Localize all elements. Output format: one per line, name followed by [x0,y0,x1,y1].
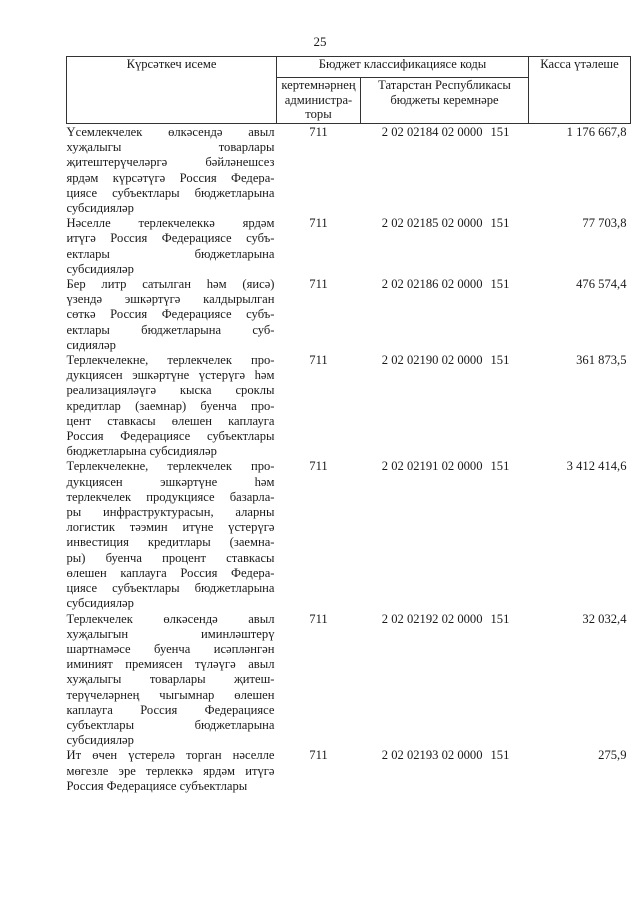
indicator-name-line: Россия Федерациясе субъектлары [66,778,248,793]
admin-code-cell: 711 [309,459,328,474]
cash-execution-header-line-1: Касса үтәлеше [540,57,619,71]
indicator-name-line: инвестиция кредитлары (заемна- [66,535,275,550]
cash-execution-cell: 77 703,8 [582,216,627,231]
table-body [67,124,631,794]
indicator-name-line: циясе субъектлары бюджетларына [66,185,275,200]
table-row [67,748,631,794]
table-row [67,216,631,277]
indicator-name-line: сидияләр [66,337,116,352]
admin-code-cell: 711 [309,353,328,368]
revenue-code-cell: 2 02 02186 02 0000 [381,277,483,292]
revenue-code-cell: 2 02 02192 02 0000 [381,611,483,626]
indicator-name-line: ры) буенча процент ставкасы [66,550,275,565]
indicator-name-line: кредитлар (заемнар) буенча про- [66,398,275,413]
indicator-name-line: хуҗалыгы товарлары [66,140,275,155]
admin-code-cell: 711 [309,748,328,763]
indicator-name-line: субсидияләр [66,596,134,611]
indicator-name-cell [67,459,277,611]
indicator-name-line: Терлекчелекне, терлекчелек про- [66,353,275,368]
indicator-name-cell [67,748,277,794]
indicator-name-line: логистик тәэмин итүне үстерүгә [66,520,275,535]
indicator-name-line: каплауга Россия Федерациясе [66,702,275,717]
indicator-name-line: субсидияләр [66,201,134,216]
indicator-name-line: бюджетларына субсидияләр [66,444,217,459]
revenue-type-cell: 151 [490,353,510,368]
indicator-name-line: дукциясен эшкәртүне үстерүгә һәм [66,368,275,383]
indicator-name-line: Нәселле терлекчелеккә ярдәм [66,216,275,231]
table-row [67,612,631,749]
indicator-name-line: ры инфраструктурасын, аларны [66,505,275,520]
indicator-name-cell [67,277,277,353]
admin-code-cell: 711 [309,611,328,626]
admin-code-cell: 711 [309,216,328,231]
indicator-name-line: иминият премиясен түләүгә авыл [66,657,275,672]
indicator-name-header: Күрсәткеч исеме [67,57,277,124]
indicator-name-line: Бер литр сатылган һәм (яисә) [66,277,275,292]
cash-execution-cell: 361 873,5 [576,353,627,368]
revenue-code-cell: 2 02 02184 02 0000 [381,125,483,139]
budget-table [66,56,631,794]
cash-execution-cell: 3 412 414,6 [566,459,627,474]
revenue-type-cell: 151 [490,748,510,763]
cash-execution-cell: 32 032,4 [582,611,627,626]
cash-execution-cell: 1 176 667,8 [566,125,627,139]
indicator-name-line: субсидияләр [66,261,134,276]
indicator-name-line: терлекчелек продукциясе базарла- [66,489,275,504]
indicator-name-line: Ит өчен үстерелә торган нәселле [66,748,275,763]
revenue-type-cell: 151 [490,611,510,626]
indicator-name-cell [67,216,277,277]
table-row [67,277,631,353]
indicator-name-line: ектлары бюджетларына [66,246,275,261]
page-number: 25 [313,34,327,49]
indicator-name-line: реализацияләүгә кыска сроклы [66,383,275,398]
table-row [67,353,631,459]
indicator-name-cell [67,612,277,749]
admin-code-cell: 711 [309,277,328,292]
indicator-name-line: циясе субъектлары бюджетларына [66,581,275,596]
indicator-name-cell [67,353,277,459]
revenue-code-header: Татарстан Республикасы бюджеты керемнәре [361,78,529,124]
revenue-type-cell: 151 [490,216,510,231]
cash-execution-cell: 275,9 [598,748,627,763]
budget-code-group-header: Бюджет классификациясе коды [277,57,529,78]
cash-execution-header [529,57,631,124]
revenue-code-cell: 2 02 02190 02 0000 [381,353,483,368]
indicator-name-line: ярдәм күрсәтүгә Россия Федера- [66,170,275,185]
revenue-code-cell: 2 02 02191 02 0000 [381,459,483,474]
admin-code-cell: 711 [309,125,328,139]
indicator-name-line: үзендә эшкәртүгә калдырылган [66,292,275,307]
indicator-name-line: субъектлары бюджетларына [66,717,275,732]
indicator-name-line: сөткә Россия Федерациясе субъ- [66,307,275,322]
revenue-code-cell: 2 02 02193 02 0000 [381,748,483,763]
indicator-name-line: хуҗалыгын иминләштерү [66,626,275,641]
indicator-name-line: Үсемлекчелек өлкәсендә авыл [66,125,275,139]
revenue-code-cell: 2 02 02185 02 0000 [381,216,483,231]
indicator-name-line: дукциясен эшкәртүне һәм [66,474,275,489]
indicator-name-line: ектлары бюджетларына суб- [66,322,275,337]
indicator-name-line: җитештерүчеләргә бәйләнешсез [66,155,275,170]
indicator-name-line: терүчеләрнең чыгымнар өлешен [66,687,275,702]
indicator-name-line: Терлекчелекне, терлекчелек про- [66,459,275,474]
indicator-name-cell [67,124,277,217]
admin-header: кертемнәрнең администра-торы [277,78,361,124]
indicator-name-line: Россия Федерациясе субъектлары [66,429,275,444]
indicator-name-line: Терлекчелек өлкәсендә авыл [66,611,275,626]
cash-execution-cell: 476 574,4 [576,277,627,292]
indicator-name-line: шартнамәсе буенча исәпләнгән [66,641,275,656]
revenue-type-cell: 151 [490,125,510,139]
indicator-name-line: өлешен каплауга Россия Федера- [66,565,275,580]
revenue-type-cell: 151 [490,277,510,292]
table-row [67,124,631,217]
indicator-name-line: итүгә Россия Федерациясе субъ- [66,231,275,246]
table-row [67,459,631,611]
indicator-name-line: цент ставкасы өлешен каплауга [66,413,275,428]
indicator-name-line: хуҗалыгы товарлары җитеш- [66,672,275,687]
indicator-name-line: субсидияләр [66,733,134,748]
revenue-type-cell: 151 [490,459,510,474]
indicator-name-line: мөгезле эре терлеккә ярдәм итүгә [66,763,275,778]
